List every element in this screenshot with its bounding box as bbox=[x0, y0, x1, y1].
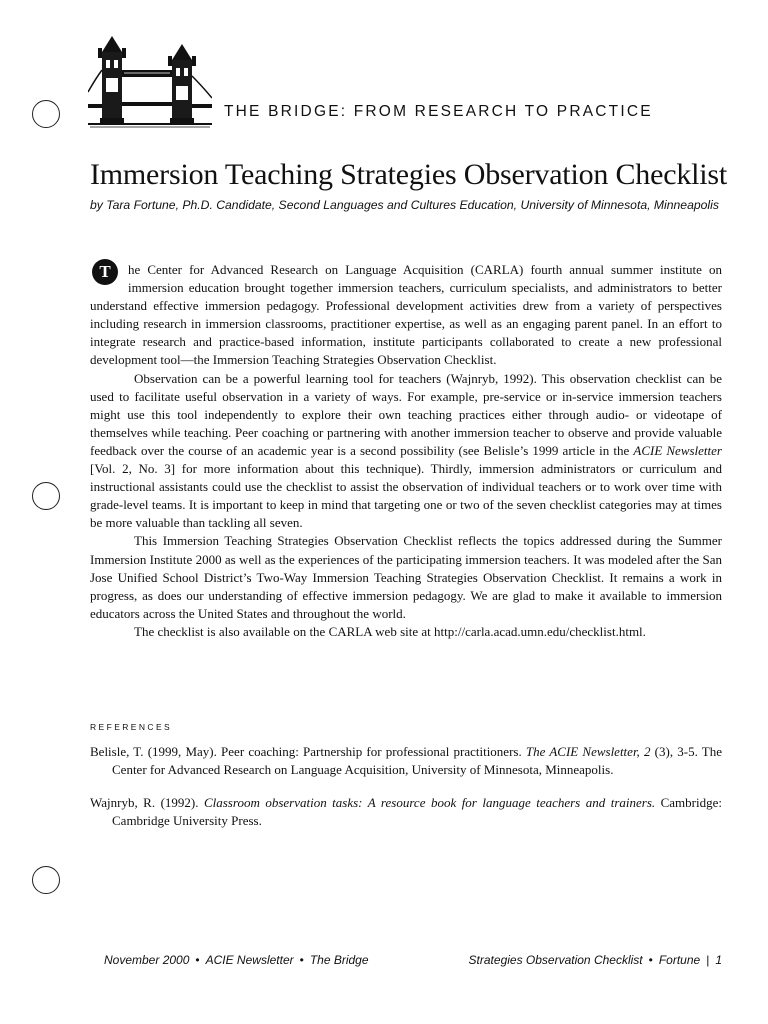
footer-author: Fortune bbox=[658, 953, 701, 967]
footer-newsletter: ACIE Newsletter bbox=[205, 953, 294, 967]
footer-date: November 2000 bbox=[104, 953, 190, 967]
series-title: THE BRIDGE: FROM RESEARCH TO PRACTICE bbox=[224, 103, 653, 120]
paragraph-2 bbox=[90, 370, 722, 533]
footer-separator: • bbox=[299, 953, 304, 967]
footer-left bbox=[104, 953, 369, 967]
byline: by Tara Fortune, Ph.D. Candidate, Second Languages and Cultures Education, University of Minnesota, Minneapolis bbox=[90, 198, 719, 212]
newsletter-title: ACIE Newsletter bbox=[633, 442, 722, 458]
page-number: 1 bbox=[715, 953, 722, 967]
footer-separator: • bbox=[195, 953, 200, 967]
punch-hole-bottom bbox=[32, 866, 60, 894]
reference-item bbox=[90, 794, 722, 830]
footer-article: Strategies Observation Checklist bbox=[468, 953, 643, 967]
dropcap: T bbox=[92, 259, 118, 285]
paragraph-1-text: he Center for Advanced Research on Language Acquisition (CARLA) fourth annual summer institute on immersion education brought together immersion teachers, curriculum specialists, and administrators to better understand effective immersion pedagogy. Professional development activities drew from a variety of perspectives including research in immersion classrooms, practitioner expertise, as well as an engaging parent panel. In an effort to integrate research and practice-based information, institute participants collaborated to create a new professional development tool—the Immersion Teaching Strategies Observation Checklist. bbox=[90, 262, 722, 368]
reference-item bbox=[90, 743, 722, 779]
paragraph-4: The checklist is also available on the CARLA web site at http://carla.acad.umn.edu/checklist.html. bbox=[134, 623, 646, 639]
paragraph-3: This Immersion Teaching Strategies Observation Checklist reflects the topics addressed during the Summer Immersion Institute 2000 as well as the experiences of the participating immersion teachers. It was modeled after the San Jose Unified School District’s Two-Way Immersion Teaching Strategies Observation Checklist. It remains a work in progress, as does our understanding of effective immersion pedagogy. We are glad to make it available to immersion educators across the United States and throughout the world. bbox=[90, 533, 722, 621]
reference-2-book-title: Classroom observation tasks: A resource book for language teachers and trainers. bbox=[203, 795, 656, 811]
footer-right bbox=[469, 953, 722, 967]
punch-hole-middle bbox=[32, 482, 60, 510]
article-body bbox=[90, 261, 722, 641]
reference-2-text-b: Cambridge: Cambridge University Press. bbox=[112, 795, 722, 829]
reference-1-text-a: Belisle, T. (1999, May). Peer coaching: Partnership for professional practitioners. bbox=[90, 744, 526, 759]
references-list bbox=[90, 743, 722, 845]
reference-2-text-a: Wajnryb, R. (1992). bbox=[90, 795, 204, 811]
punch-hole-top bbox=[32, 100, 60, 128]
page-footer bbox=[104, 953, 722, 967]
paragraph-1 bbox=[90, 261, 722, 370]
footer-section: The Bridge bbox=[309, 953, 369, 967]
paragraph-2-text-a: Observation can be a powerful learning tool for teachers (Wajnryb, 1992). This observation checklist can be used to facilitate useful observation in a variety of ways. For example, pre-service or in-service immersion teachers might use this tool independently to explore their own teaching practices either through audio- or videotape of themselves while teaching. Peer coaching or partnering with another immersion teacher to observe and provide valuable feedback over the course of an academic year is a second possibility (see Belisle’s 1999 article in the bbox=[90, 370, 722, 458]
footer-separator: | bbox=[706, 953, 710, 967]
reference-1-journal: The ACIE Newsletter, 2 bbox=[525, 744, 651, 759]
page-title: Immersion Teaching Strategies Observation Checklist bbox=[90, 158, 727, 191]
tower-bridge-logo bbox=[88, 34, 212, 130]
paragraph-2-text-b: [Vol. 2, No. 3] for more information about this technique). Thirdly, immersion administrators or curriculum and instructional assistants could use the checklist to assist the observation of individual teachers or to work over time with grade-level teams. It is important to keep in mind that targeting one or two of the seven checklist categories may at times be more valuable than tackling all seven. bbox=[90, 461, 722, 531]
references-heading: REFERENCES bbox=[90, 722, 173, 732]
reference-1-text-b: (3), 3-5. The Center for Advanced Research on Language Acquisition, University of Minnesota, Minneapolis. bbox=[112, 744, 722, 778]
footer-separator: • bbox=[648, 953, 653, 967]
